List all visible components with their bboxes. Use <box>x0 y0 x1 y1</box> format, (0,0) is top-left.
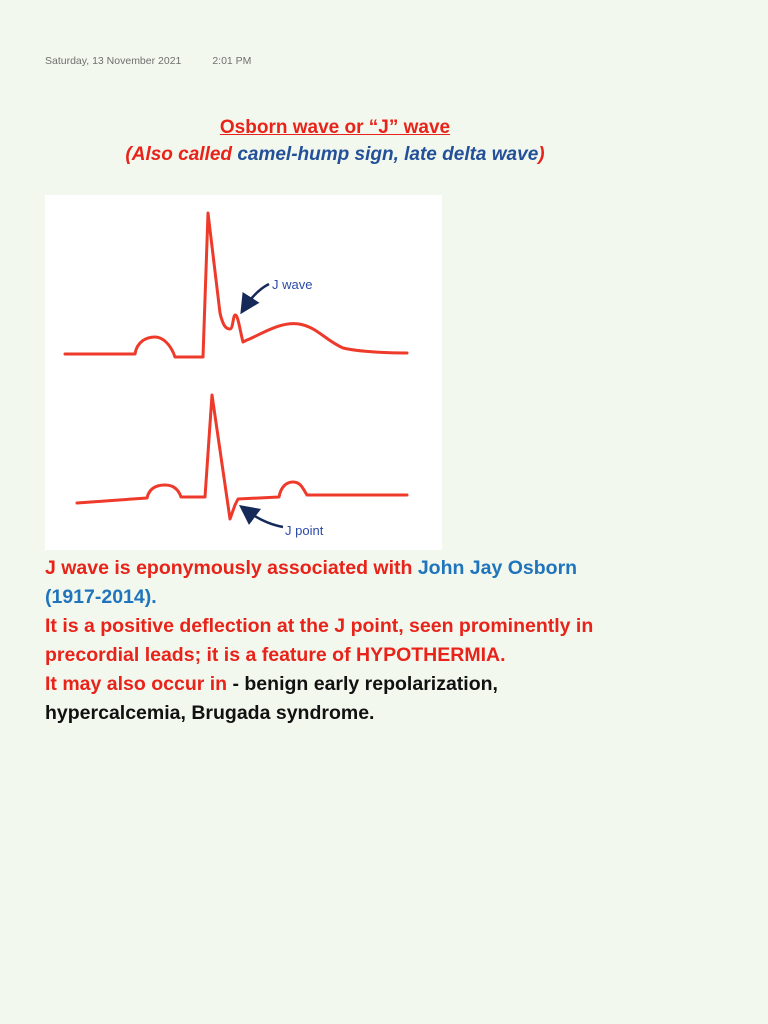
paragraph-eponym <box>45 554 625 612</box>
paragraph-definition: It is a positive deflection at the J point, seen prominently in precordial leads; it is a feature of HYPOTHERMIA. <box>45 615 594 666</box>
eponym-years: (1917-2014). <box>45 586 157 608</box>
eponym-text: J wave is eponymously associated with <box>45 557 413 579</box>
j-point-label: J point <box>285 523 324 538</box>
ecg-diagram <box>45 195 442 550</box>
eponym-name: John Jay Osborn <box>417 557 578 579</box>
note-date: Saturday, 13 November 2021 <box>45 55 182 67</box>
ecg-figure <box>45 195 442 550</box>
j-point-arrow <box>243 508 283 527</box>
j-wave-arrow <box>243 284 269 310</box>
title-main: Osborn wave or “J” wave <box>219 117 451 138</box>
ecg-trace-j-wave <box>65 213 407 357</box>
subtitle-also-called: Also called <box>131 144 233 165</box>
subtitle-open-paren: ( <box>125 144 132 165</box>
description <box>45 554 625 728</box>
other-causes-list: - benign early repolarization, hypercalcemia, Brugada syndrome. <box>45 673 498 724</box>
note-time: 2:01 PM <box>212 55 252 67</box>
note-timestamp <box>45 55 251 67</box>
other-causes-intro: It may also occur in <box>45 673 228 695</box>
subtitle-synonyms: camel-hump sign, late delta wave <box>237 144 539 165</box>
paragraph-other-causes <box>45 670 625 728</box>
page-title <box>0 114 670 168</box>
ecg-trace-j-point <box>77 395 407 519</box>
subtitle-close-paren: ) <box>538 144 545 165</box>
j-wave-label: J wave <box>272 277 313 292</box>
title-subtitle <box>0 141 670 168</box>
